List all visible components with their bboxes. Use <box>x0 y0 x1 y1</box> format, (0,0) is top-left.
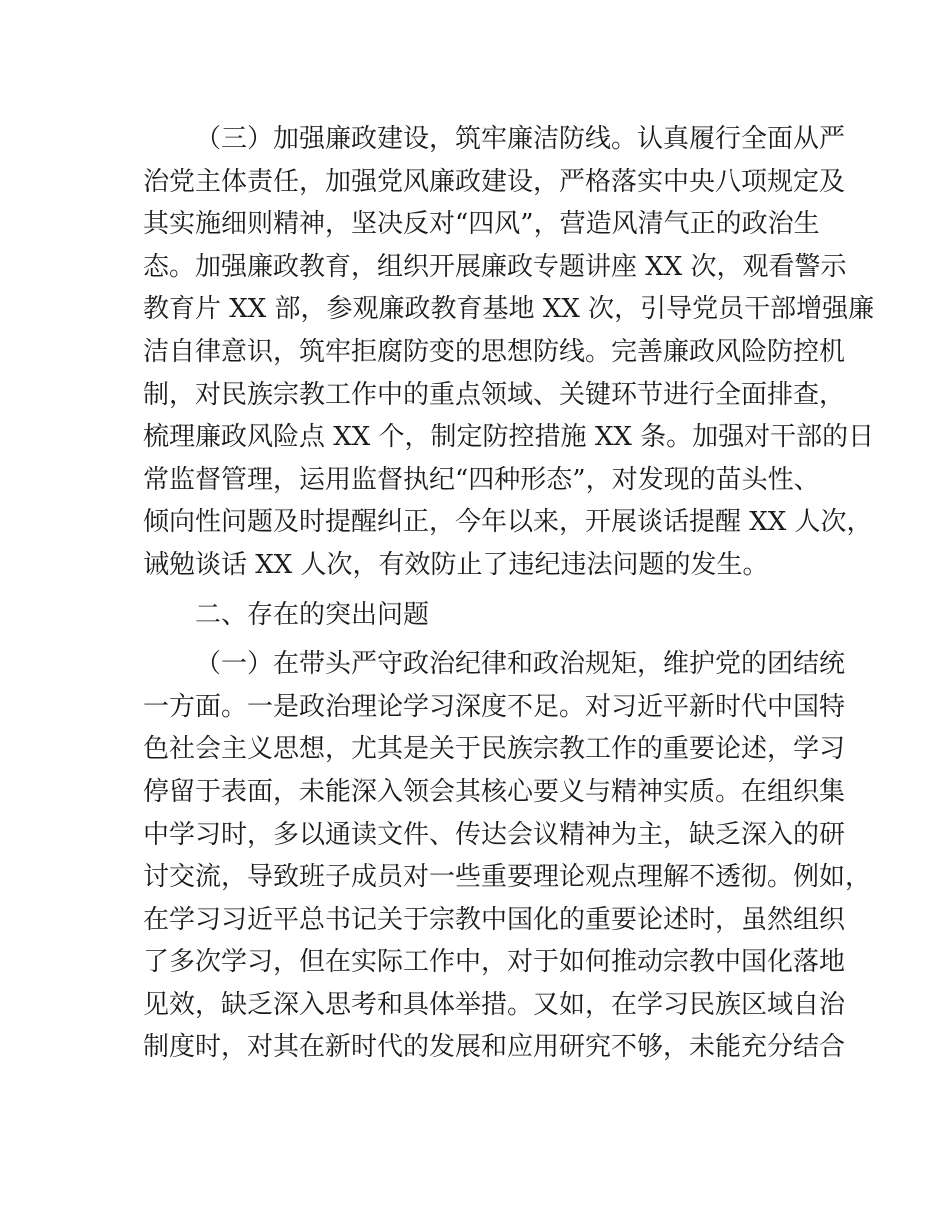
section-3-paragraph <box>143 118 875 587</box>
paragraph-line: 梳理廉政风险点 XX 个，制定防控措施 XX 条。加强对干部的日 <box>143 422 875 453</box>
paragraph-line: 治党主体责任，加强党风廉政建设，严格落实中央八项规定及 <box>143 166 846 197</box>
paragraph-line: （三）加强廉政建设，筑牢廉洁防线。认真履行全面从严 <box>195 124 846 154</box>
paragraph-line: 讨交流，导致班子成员对一些重要理论观点理解不透彻。例如， <box>143 862 872 893</box>
paragraph-line: 了多次学习，但在实际工作中，对于如何推动宗教中国化落地 <box>143 947 846 978</box>
paragraph-gap <box>143 636 815 643</box>
paragraph-line: 制，对民族宗教工作中的重点领域、关键环节进行全面排查， <box>143 379 846 410</box>
paragraph-line: 制度时，对其在新时代的发展和应用研究不够，未能充分结合 <box>143 1032 846 1063</box>
paragraph-line: 倾向性问题及时提醒纠正，今年以来，开展谈话提醒 XX 人次， <box>143 507 873 538</box>
paragraph-line: 在学习习近平总书记关于宗教中国化的重要论述时，虽然组织 <box>143 904 846 935</box>
section-heading: 二、存在的突出问题 <box>195 599 430 630</box>
paragraph-line: （一）在带头严守政治纪律和政治规矩，维护党的团结统 <box>195 649 846 680</box>
paragraph-line: 色社会主义思想，尤其是关于民族宗教工作的重要论述，学习 <box>143 734 846 765</box>
paragraph-line: 其实施细则精神，坚决反对“四风”，营造风清气正的政治生 <box>143 209 820 240</box>
paragraph-line: 态。加强廉政教育，组织开展廉政专题讲座 XX 次，观看警示 <box>143 251 847 282</box>
paragraph-line: 诫勉谈话 XX 人次，有效防止了违纪违法问题的发生。 <box>143 549 769 580</box>
paragraph-line: 一方面。一是政治理论学习深度不足。对习近平新时代中国特 <box>143 691 846 722</box>
paragraph-line: 见效，缺乏深入思考和具体举措。又如，在学习民族区域自治 <box>143 989 846 1020</box>
paragraph-gap <box>143 587 815 594</box>
section-2-1-paragraph <box>143 643 872 1069</box>
paragraph-line: 常监督管理，运用监督执纪“四种形态”，对发现的苗头性、 <box>143 464 820 495</box>
paragraph-line: 中学习时，多以通读文件、传达会议精神为主，缺乏深入的研 <box>143 819 846 850</box>
document-body <box>143 118 875 1069</box>
paragraph-line: 教育片 XX 部，参观廉政教育基地 XX 次，引导党员干部增强廉 <box>143 294 875 325</box>
paragraph-line: 洁自律意识，筑牢拒腐防变的思想防线。完善廉政风险防控机 <box>143 336 846 367</box>
paragraph-line: 停留于表面，未能深入领会其核心要义与精神实质。在组织集 <box>143 776 846 807</box>
